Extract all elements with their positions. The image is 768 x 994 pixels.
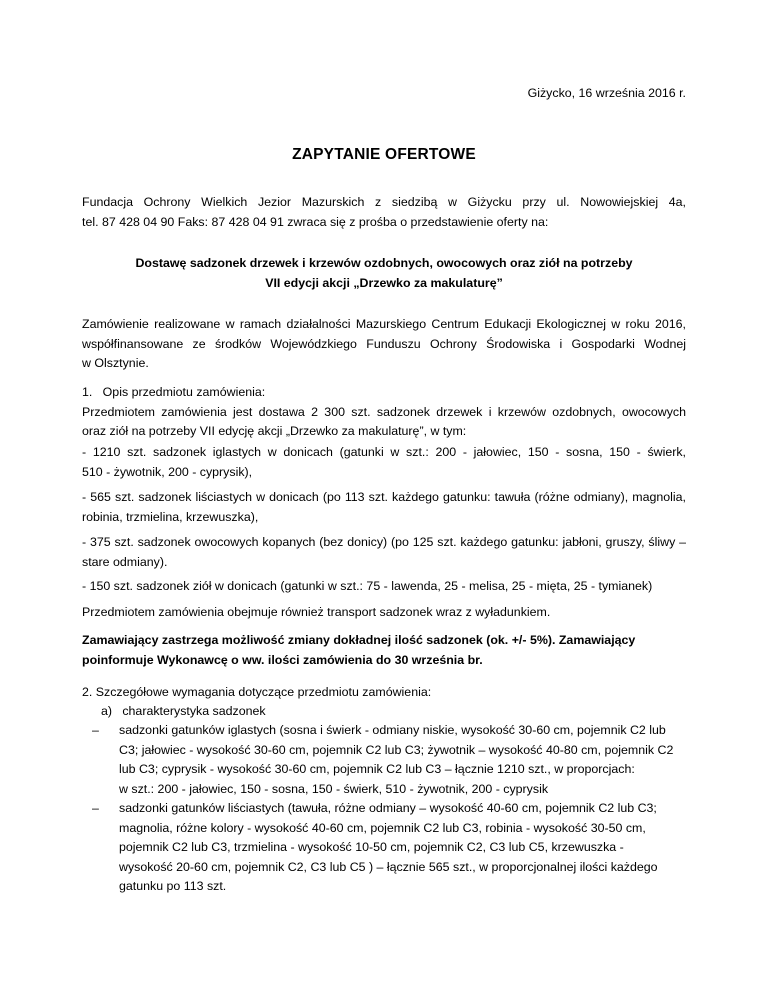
notice-line: Zamawiający zastrzega możliwość zmiany dokładnej ilość sadzonek (ok. +/- 5%). Zamawiający <box>82 633 636 647</box>
transport-paragraph: Przedmiotem zamówienia obejmuje również transport sadzonek wraz z wyładunkiem. <box>82 605 551 619</box>
intro-line: tel. 87 428 04 90 Faks: 87 428 04 91 zwraca się z prośba o przedstawienie oferty na: <box>82 214 549 229</box>
section1-block <box>82 383 686 442</box>
list-item <box>82 488 686 527</box>
list-item-line: - 1210 szt. sadzonek iglastych w donicach (gatunki w szt.: 200 - jałowiec, 150 - sosna, 150 - świerk, <box>82 445 686 459</box>
list-item-line: robinia, trzmielina, krzewuszka), <box>82 509 259 524</box>
context-paragraph <box>82 315 686 374</box>
conifer-line: sadzonki gatunków iglastych (sosna i świerk - odmiany niskie, wysokość 30-60 cm, pojemnik C2 lub <box>119 723 666 737</box>
list-item <box>82 533 686 572</box>
deciduous-line: magnolia, różne kolory - wysokość 40-60 cm, pojemnik C2 lub C3, robinia - wysokość 30-50 cm, <box>119 820 646 835</box>
subject-line: VII edycji akcji „Drzewko za makulaturę” <box>265 275 503 290</box>
deciduous-line: sadzonki gatunków liściastych (tawuła, różne odmiany – wysokość 40-60 cm, pojemnik C2 lub C3; <box>119 801 657 815</box>
subject-line: Dostawę sadzonek drzewek i krzewów ozdobnych, owocowych oraz ziół na potrzeby <box>135 256 633 270</box>
conifer-line: C3; jałowiec - wysokość 30-60 cm, pojemnik C2 lub C3; żywotnik – wysokość 40-80 cm, pojemnik C2 <box>119 742 674 757</box>
document-title: ZAPYTANIE OFERTOWE <box>292 146 476 163</box>
deciduous-line: gatunku po 113 szt. <box>119 879 227 893</box>
conifer-line: lub C3; cyprysik - wysokość 30-60 cm, pojemnik C2 lub C3 – łącznie 1210 szt., w proporcjach: <box>119 762 635 776</box>
section1-para-line: Przedmiotem zamówienia jest dostawa 2 300 szt. sadzonek drzewek i krzewów ozdobnych, owocowych <box>82 404 686 419</box>
notice-paragraph <box>82 631 686 670</box>
subject-heading <box>82 254 686 293</box>
deciduous-line: wysokość 20-60 cm, pojemnik C2, C3 lub C5 ) – łącznie 565 szt., w proporcjonalnej ilości każdego <box>119 859 658 874</box>
section1-para-line: oraz ziół na potrzeby VII edycję akcji „Drzewko za makulaturę”, w tym: <box>82 424 467 438</box>
list-item <box>82 577 686 597</box>
intro-line: Fundacja Ochrony Wielkich Jezior Mazurskich z siedzibą w Giżycku przy ul. Nowowiejskiej 4a, <box>82 195 686 209</box>
dash-marker: – <box>92 801 99 815</box>
list-item <box>82 443 686 482</box>
conifer-requirements <box>92 721 719 799</box>
list-item-line: - 150 szt. sadzonek ziół w donicach (gatunki w szt.: 75 - lawenda, 25 - melisa, 25 - mięta, 25 - tymianek) <box>82 579 653 593</box>
context-line: w Olsztynie. <box>82 356 149 370</box>
list-item-line: 510 - żywotnik, 200 - cyprysik), <box>82 464 253 479</box>
list-item-line: - 565 szt. sadzonek liściastych w donicach (po 113 szt. każdego gatunku: tawuła (różne odmiany), magnolia, <box>82 490 686 504</box>
notice-line: poinformuje Wykonawcę o ww. ilości zamówienia do 30 września br. <box>82 652 483 667</box>
context-line: współfinansowane ze środków Wojewódzkiego Funduszu Ochrony Środowiska i Gospodarki Wodnej <box>82 336 686 351</box>
list-item-line: stare odmiany). <box>82 554 168 569</box>
list-item-line: - 375 szt. sadzonek owocowych kopanych (bez donicy) (po 125 szt. każdego gatunku: jabłoni, gruszy, śliwy – <box>82 535 686 549</box>
dash-marker: – <box>92 723 99 737</box>
section2-heading: 2. Szczegółowe wymagania dotyczące przedmiotu zamówienia: <box>82 685 432 699</box>
section2-subheading: a) charakterystyka sadzonek <box>101 704 266 718</box>
conifer-line: w szt.: 200 - jałowiec, 150 - sosna, 150 - świerk, 510 - żywotnik, 200 - cyprysik <box>119 781 549 796</box>
deciduous-requirements <box>92 799 719 897</box>
context-line: Zamówienie realizowane w ramach działalności Mazurskiego Centrum Edukacji Ekologicznej w roku 2016, <box>82 317 686 331</box>
date-line: Giżycko, 16 września 2016 r. <box>527 86 686 100</box>
intro-paragraph <box>82 193 686 232</box>
section1-heading: 1. Opis przedmiotu zamówienia: <box>82 385 266 399</box>
deciduous-line: pojemnik C2 lub C3, trzmielina - wysokość 10-50 cm, pojemnik C2, C3 lub C5, krzewuszka - <box>119 840 624 854</box>
